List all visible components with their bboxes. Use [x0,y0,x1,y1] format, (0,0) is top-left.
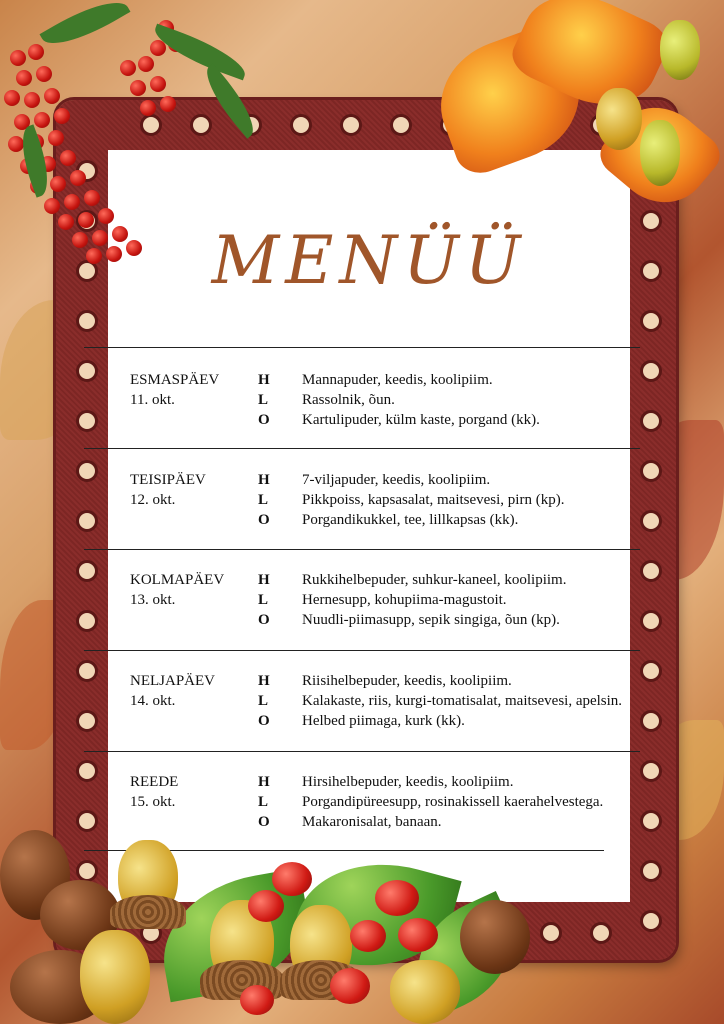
berry [58,214,74,230]
meal-code: L [258,592,269,608]
frame-hole [590,922,612,944]
meal-list [302,772,603,832]
meal-codes [258,772,270,832]
meal-codes [258,370,270,430]
day-label [130,772,178,812]
meal-text: Helbed piimaga, kurk (kk). [302,713,465,729]
meal-text: Kartulipuder, külm kaste, porgand (kk). [302,412,540,428]
meal-text: Rukkihelbepuder, suhkur-kaneel, koolipiim. [302,572,567,588]
day-name: KOLMAPÄEV [130,572,225,588]
berry [120,60,136,76]
frame-hole [640,760,662,782]
berry [44,198,60,214]
meal-text: 7-viljapuder, keedis, koolipiim. [302,472,491,488]
section-divider [84,347,640,348]
meal-text: Riisihelbepuder, keedis, koolipiim. [302,673,512,689]
frame-hole [640,210,662,232]
berry [16,70,32,86]
berry [44,88,60,104]
frame-hole [76,760,98,782]
meal-code: L [258,693,269,709]
rowan-leaf [40,0,131,57]
meal-code: O [258,713,270,729]
acorn-decoration [390,960,460,1024]
rosehip-decoration [350,920,386,952]
rosehip-decoration [398,918,438,952]
frame-hole [640,510,662,532]
frame-hole [640,310,662,332]
frame-hole [290,114,312,136]
frame-hole [640,560,662,582]
day-name: ESMASPÄEV [130,372,220,388]
frame-hole [76,310,98,332]
frame-hole [640,910,662,932]
meal-code: H [258,673,270,689]
berry [60,150,76,166]
berry [50,176,66,192]
chestnut-decoration [460,900,530,974]
meal-code: L [258,794,269,810]
berry [98,208,114,224]
meal-code: H [258,572,270,588]
berry [72,232,88,248]
frame-hole [340,114,362,136]
meal-codes [258,671,270,731]
page-title: MENÜÜ [211,222,527,299]
frame-hole [76,710,98,732]
meal-code: H [258,372,270,388]
frame-hole [640,410,662,432]
frame-hole [76,360,98,382]
berry [48,130,64,146]
frame-hole [76,810,98,832]
berry [78,212,94,228]
acorn-decoration [80,930,150,1024]
frame-hole [76,410,98,432]
frame-hole [76,510,98,532]
berry [138,56,154,72]
berry [54,108,70,124]
meal-code: L [258,392,269,408]
meal-text: Makaronisalat, banaan. [302,814,442,830]
meal-code: O [258,612,270,628]
berry [64,194,80,210]
frame-hole [640,260,662,282]
rosehip-decoration [240,985,274,1015]
frame-hole [140,114,162,136]
day-date: 15. okt. [130,794,176,810]
berry [160,96,176,112]
berry [36,66,52,82]
frame-hole [76,610,98,632]
meal-text: Pikkpoiss, kapsasalat, maitsevesi, pirn (kp). [302,492,565,508]
section-divider [84,650,640,651]
meal-list [302,470,564,530]
berry [10,50,26,66]
meal-list [302,570,566,630]
meal-code: H [258,472,270,488]
frame-hole [640,460,662,482]
section-divider [84,751,640,752]
day-date: 14. okt. [130,693,176,709]
meal-code: O [258,412,270,428]
day-label [130,370,219,410]
meal-text: Mannapuder, keedis, koolipiim. [302,372,493,388]
day-label [130,470,206,510]
berry [70,170,86,186]
acorn-decoration [640,120,680,186]
berry [24,92,40,108]
meal-code: O [258,814,270,830]
meal-code: H [258,774,270,790]
meal-list [302,671,622,731]
frame-hole [640,860,662,882]
frame-hole [190,114,212,136]
day-label [130,570,224,610]
frame-hole [76,560,98,582]
meal-text: Porgandikukkel, tee, lillkapsas (kk). [302,512,519,528]
meal-text: Hirsihelbepuder, keedis, koolipiim. [302,774,514,790]
acorn-decoration [660,20,700,80]
frame-hole [540,922,562,944]
berry [130,80,146,96]
meal-text: Porgandipüreesupp, rosinakissell kaerahelvestega. [302,794,604,810]
rosehip-decoration [330,968,370,1004]
frame-hole [390,114,412,136]
acorn-decoration [596,88,642,150]
frame-hole [76,660,98,682]
rosehip-decoration [375,880,419,916]
berry [84,190,100,206]
section-divider [84,549,640,550]
berry [150,76,166,92]
meal-codes [258,470,270,530]
meal-list [302,370,540,430]
frame-hole [76,460,98,482]
day-date: 13. okt. [130,592,176,608]
berry [106,246,122,262]
day-name: TEISIPÄEV [130,472,206,488]
meal-text: Rassolnik, õun. [302,392,395,408]
berry [28,44,44,60]
frame-hole [640,710,662,732]
section-divider [84,448,640,449]
frame-hole [640,360,662,382]
berry [8,136,24,152]
acorn-cap-decoration [110,895,186,929]
day-label [130,671,215,711]
berry [92,230,108,246]
meal-codes [258,570,270,630]
berry [4,90,20,106]
rosehip-decoration [248,890,284,922]
day-date: 11. okt. [130,392,175,408]
frame-hole [76,860,98,882]
day-name: REEDE [130,774,179,790]
berry [86,248,102,264]
meal-code: O [258,512,270,528]
meal-text: Hernesupp, kohupiima-magustoit. [302,592,507,608]
frame-hole [640,610,662,632]
day-date: 12. okt. [130,492,176,508]
berry [126,240,142,256]
berry [34,112,50,128]
rosehip-decoration [272,862,312,896]
frame-hole [640,660,662,682]
berry [140,100,156,116]
meal-text: Kalakaste, riis, kurgi-tomatisalat, maitsevesi, apelsin. [302,693,623,709]
frame-hole [640,810,662,832]
meal-text: Nuudli-piimasupp, sepik singiga, õun (kp). [302,612,560,628]
berry [112,226,128,242]
meal-code: L [258,492,269,508]
day-name: NELJAPÄEV [130,673,215,689]
